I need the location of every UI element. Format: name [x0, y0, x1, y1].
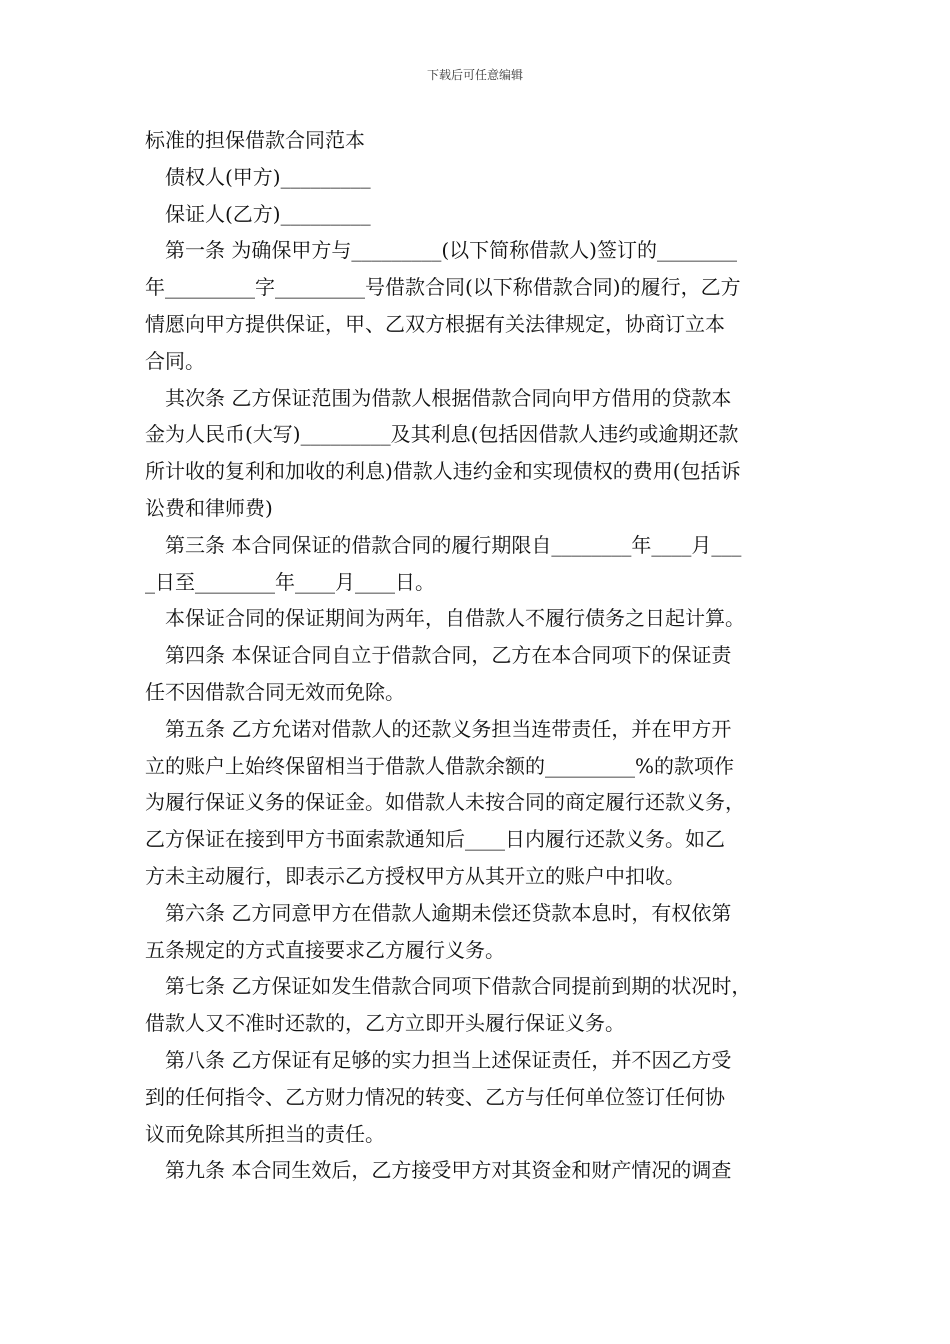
article-1-line: 年_________字_________号借款合同(以下称借款合同)的履行，乙方: [145, 275, 741, 300]
article-1-line: 情愿向甲方提供保证，甲、乙双方根据有关法律规定，协商订立本: [145, 311, 725, 336]
article-1-line: 合同。: [145, 348, 205, 373]
article-5-line: 乙方保证在接到甲方书面索款通知后____日内履行还款义务。如乙: [145, 827, 725, 852]
article-5-line: 方未主动履行，即表示乙方授权甲方从其开立的账户中扣收。: [145, 863, 685, 888]
article-4-line: 任不因借款合同无效而免除。: [145, 679, 405, 704]
article-8-line: 第八条 乙方保证有足够的实力担当上述保证责任，并不因乙方受: [165, 1047, 732, 1072]
article-1-line: 第一条 为确保甲方与_________(以下简称借款人)签订的________: [165, 238, 737, 263]
article-5-line: 立的账户上始终保留相当于借款人借款余额的_________%的款项作: [145, 753, 735, 778]
guarantee-period-line: 本保证合同的保证期间为两年，自借款人不履行债务之日起计算。: [165, 606, 745, 631]
article-3-line: 第三条 本合同保证的借款合同的履行期限自________年____月___: [165, 532, 742, 557]
page-header: 下载后可任意编辑: [426, 68, 523, 82]
article-7-line: 第七条 乙方保证如发生借款合同项下借款合同提前到期的状况时，: [165, 974, 752, 999]
document-title: 标准的担保借款合同范本: [145, 128, 365, 152]
article-7-line: 借款人又不准时还款的，乙方立即开头履行保证义务。: [145, 1011, 625, 1036]
article-2-line: 讼费和律师费): [145, 495, 273, 520]
document-body: [145, 122, 807, 1189]
article-2-line: 其次条 乙方保证范围为借款人根据借款合同向甲方借用的贷款本: [165, 385, 732, 410]
article-2-line: 所计收的复利和加收的利息)借款人违约金和实现债权的费用(包括诉: [145, 459, 741, 484]
article-6-line: 五条规定的方式直接要求乙方履行义务。: [145, 937, 505, 962]
article-8-line: 到的任何指令、乙方财力情况的转变、乙方与任何单位签订任何协: [145, 1084, 725, 1109]
article-5-line: 第五条 乙方允诺对借款人的还款义务担当连带责任，并在甲方开: [165, 716, 732, 741]
article-8-line: 议而免除其所担当的责任。: [145, 1121, 385, 1146]
creditor-line: 债权人(甲方)_________: [165, 164, 371, 189]
article-5-line: 为履行保证义务的保证金。如借款人未按合同的商定履行还款义务，: [145, 790, 745, 815]
article-4-line: 第四条 本保证合同自立于借款合同，乙方在本合同项下的保证责: [165, 643, 732, 668]
guarantor-line: 保证人(乙方)_________: [165, 201, 371, 226]
article-2-line: 金为人民币(大写)_________及其利息(包括因借款人违约或逾期还款: [145, 422, 739, 447]
article-6-line: 第六条 乙方同意甲方在借款人逾期未偿还贷款本息时，有权依第: [165, 900, 732, 925]
article-3-line: _日至________年____月____日。: [145, 569, 435, 594]
article-9-line: 第九条 本合同生效后，乙方接受甲方对其资金和财产情况的调查: [165, 1158, 732, 1183]
